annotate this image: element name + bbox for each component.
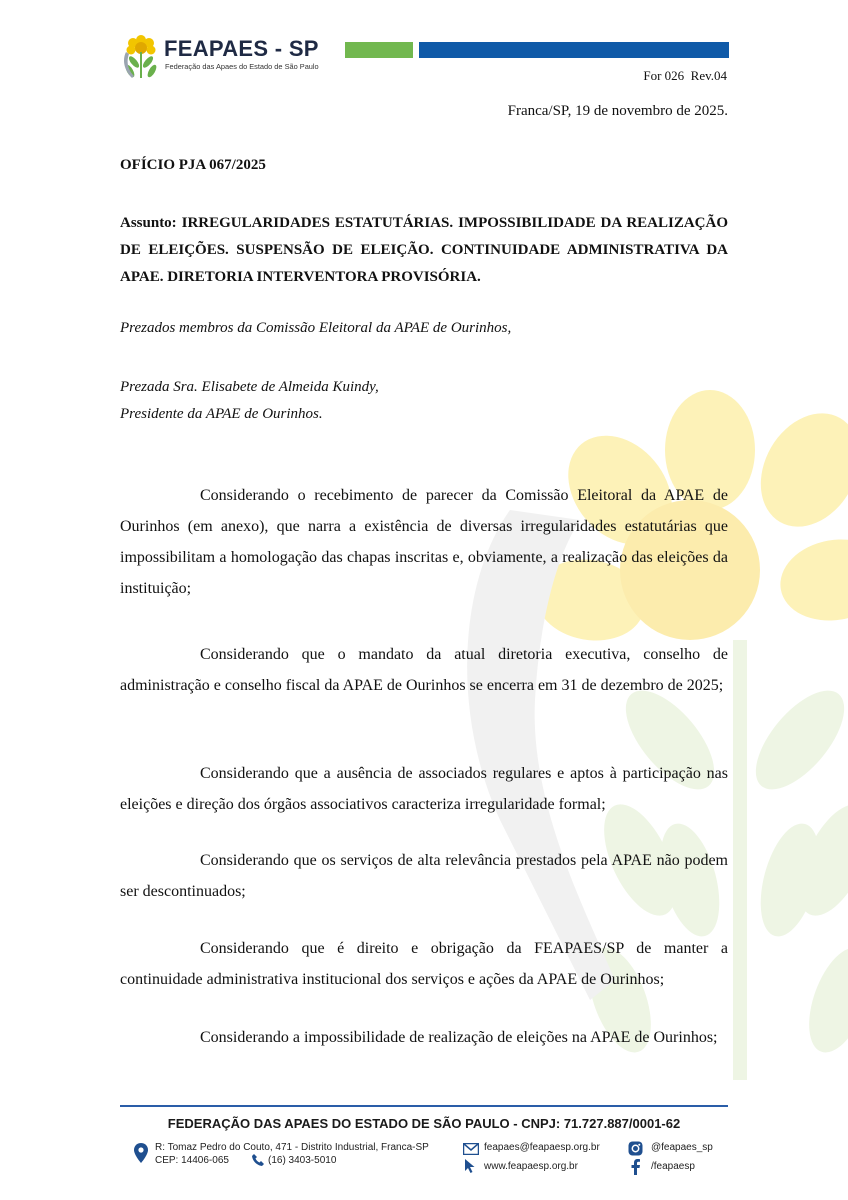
logo-subtitle: Federação das Apaes do Estado de São Paulo — [165, 62, 319, 71]
paragraph: Considerando o recebimento de parecer da Comissão Eleitoral da APAE de Ourinhos (em anexo), que narra a existência de diversas irregularidades estatutárias que impossibilitam a homologação das chapas inscritas e, obviamente, a realização das eleições da instituição; — [120, 487, 728, 597]
president-name: Prezada Sra. Elisabete de Almeida Kuindy, — [120, 379, 379, 395]
logo-title: FEAPAES - SP — [164, 36, 319, 61]
location-pin-icon — [134, 1143, 148, 1163]
oficio-number: OFÍCIO PJA 067/2025 — [120, 157, 266, 173]
paragraph: Considerando que o mandato da atual diretoria executiva, conselho de administração e conselho fiscal da APAE de Ourinhos se encerra em 31 de dezembro de 2025; — [120, 646, 728, 694]
footer-divider — [120, 1105, 728, 1107]
form-code: For 026 Rev.04 — [643, 68, 727, 83]
footer-facebook[interactable]: /feapaesp — [651, 1161, 695, 1172]
footer-phone: (16) 3403-5010 — [268, 1155, 337, 1166]
feapaes-logo — [120, 32, 320, 80]
greeting-president — [120, 374, 728, 428]
paragraph: Considerando que é direito e obrigação da FEAPAES/SP de manter a continuidade administrativa institucional dos serviços e ações da APAE de Ourinhos; — [120, 940, 728, 988]
footer-website[interactable]: www.feapaesp.org.br — [484, 1161, 578, 1172]
flower-logo-icon — [120, 32, 162, 80]
facebook-icon — [631, 1159, 640, 1175]
paragraph: Considerando que a ausência de associados regulares e aptos à participação nas eleições e direção dos órgãos associativos caracteriza irregularidade formal; — [120, 765, 728, 813]
president-role: Presidente da APAE de Ourinhos. — [120, 406, 323, 422]
greeting-commission: Prezados membros da Comissão Eleitoral da APAE de Ourinhos, — [120, 320, 512, 336]
letter-date: Franca/SP, 19 de novembro de 2025. — [507, 103, 728, 119]
instagram-icon — [628, 1141, 643, 1156]
header-bar-green — [345, 42, 413, 58]
email-icon — [463, 1143, 479, 1155]
header-bar-blue — [419, 42, 729, 58]
footer-title: FEDERAÇÃO DAS APAES DO ESTADO DE SÃO PAULO - CNPJ: 71.727.887/0001-62 — [167, 1116, 681, 1131]
cursor-icon — [465, 1159, 476, 1173]
footer-email[interactable]: feapaes@feapaesp.org.br — [484, 1142, 600, 1153]
footer-instagram[interactable]: @feapaes_sp — [651, 1142, 713, 1153]
paragraph: Considerando que os serviços de alta relevância prestados pela APAE não podem ser descontinuados; — [120, 852, 728, 900]
footer-address: R: Tomaz Pedro do Couto, 471 - Distrito Industrial, Franca-SP — [155, 1142, 429, 1153]
paragraph: Considerando a impossibilidade de realização de eleições na APAE de Ourinhos; — [200, 1029, 718, 1046]
subject: Assunto: IRREGULARIDADES ESTATUTÁRIAS. IMPOSSIBILIDADE DA REALIZAÇÃO DE ELEIÇÕES. SUSPENSÃO DE ELEIÇÃO. CONTINUIDADE ADMINISTRATIVA DA APAE. DIRETORIA INTERVENTORA PROVISÓRIA. — [120, 215, 728, 285]
footer-cep: CEP: 14406-065 — [155, 1155, 229, 1166]
phone-icon — [252, 1154, 264, 1166]
